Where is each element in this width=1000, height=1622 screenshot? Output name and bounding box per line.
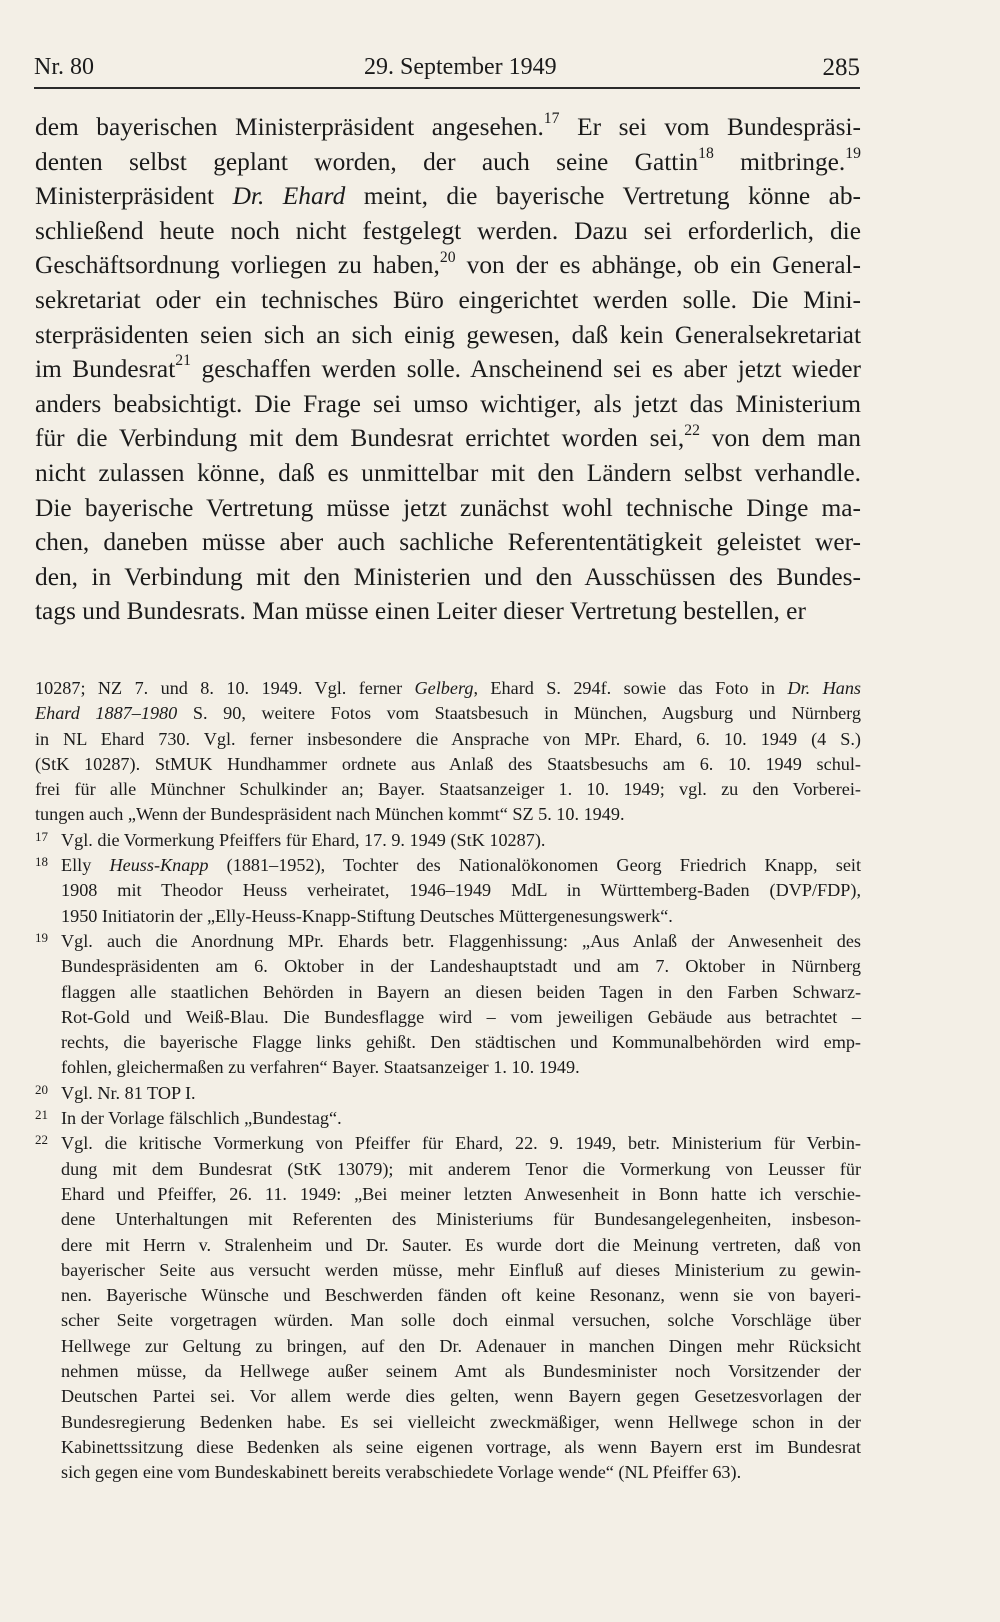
text-run: tungen auch „Wenn der Bundespräsident nach München kommt“ SZ 5. 10. 1949. <box>35 804 625 825</box>
text-line <box>35 421 861 456</box>
footnote <box>35 828 861 853</box>
text-run: im Bundesrat <box>35 355 176 384</box>
text-run: Vgl. die kritische Vormerkung von Pfeiffer für Ehard, 22. 9. 1949, betr. Ministerium für Verbin- <box>61 1133 861 1154</box>
italic-name: Gelberg <box>414 678 474 698</box>
text-line <box>35 491 861 526</box>
text-run: tags und Bundesrats. Man müsse einen Leiter dieser Vertretung bestellen, er <box>35 597 806 626</box>
footnote-line <box>61 1410 861 1435</box>
footnote-number <box>35 828 48 853</box>
footnote-line <box>61 1334 861 1359</box>
footnote-ref: 19 <box>845 144 861 162</box>
footnotes-section <box>35 676 861 1486</box>
text-run: 10287; NZ 7. und 8. 10. 1949. Vgl. ferner <box>35 678 415 698</box>
header-rule <box>34 87 860 89</box>
footnote-line <box>61 1460 861 1485</box>
footnote-line <box>61 1106 861 1131</box>
footnote <box>35 1131 861 1485</box>
footnote-line <box>61 1384 861 1409</box>
text-run: Die bayerische Vertretung müsse jetzt zunächst wohl technische Dinge ma- <box>35 493 861 522</box>
text-run: Bundesregierung Bedenken habe. Es sei vielleicht zweckmäßiger, wenn Hellwege schon in der <box>61 1411 861 1432</box>
footnote-line <box>61 1435 861 1460</box>
footnote-continuation-line <box>35 777 861 802</box>
footnote-ref: 17 <box>543 110 560 128</box>
page-header <box>34 46 860 86</box>
footnote-continuation-line <box>35 701 861 726</box>
text-line <box>35 456 861 491</box>
footnote-number <box>35 1131 48 1156</box>
text-line <box>35 110 861 145</box>
italic-name: Heuss-Knapp <box>109 855 209 876</box>
text-run: Ministerpräsident <box>35 182 233 211</box>
italic-name: Dr. Ehard <box>232 182 346 211</box>
footnote-ref: 18 <box>698 144 714 162</box>
footnote-line <box>61 1081 861 1106</box>
footnote-number-text: 19 <box>35 929 48 945</box>
footnote-continuation-line <box>35 752 861 777</box>
text-run: sekretariat oder ein technisches Büro eingerichtet werden solle. Die Mini- <box>35 285 861 314</box>
text-run: Vgl. die Vormerkung Pfeiffers für Ehard, 17. 9. 1949 (StK 10287). <box>61 829 546 850</box>
footnote-line <box>61 1308 861 1333</box>
italic-name: Dr. Hans <box>787 678 861 698</box>
footnote-number <box>35 853 48 878</box>
text-run: Vgl. auch die Anordnung MPr. Ehards betr. Flaggenhissung: „Aus Anlaß der Anwesenheit des <box>61 930 861 951</box>
footnote-number <box>35 929 48 954</box>
footnote-number-text: 21 <box>35 1107 48 1123</box>
italic-name: Ehard 1887–1980 <box>35 703 178 724</box>
text-run: denten selbst geplant worden, der auch seine Gattin <box>35 147 699 176</box>
text-run: Vgl. Nr. 81 TOP I. <box>61 1082 196 1103</box>
text-line <box>35 318 861 353</box>
text-run: mitbringe. <box>713 147 846 176</box>
text-run: rechts, die bayerische Flagge links gehißt. Den städtischen und Kommunalbehörden wird emp- <box>61 1032 861 1053</box>
footnote-line <box>61 1030 861 1055</box>
text-run: frei für alle Münchner Schulkinder an; Bayer. Staatsanzeiger 1. 10. 1949; vgl. zu den Vorberei- <box>35 779 861 800</box>
page-number: 285 <box>822 54 860 81</box>
text-run: Hellwege zur Geltung zu bringen, auf den Dr. Adenauer in manchen Dingen mehr Rücksicht <box>61 1335 861 1356</box>
text-run: nicht zulassen könne, daß es unmittelbar mit den Ländern selbst verhandle. <box>35 458 861 487</box>
footnote-continuation-line <box>35 802 861 827</box>
text-run: nen. Bayerische Wünsche und Beschwerden fänden oft keine Resonanz, wenn sie von bayeri- <box>61 1285 861 1306</box>
text-run: von der es abhänge, ob ein General- <box>455 251 861 280</box>
footnote <box>35 1106 861 1131</box>
footnote-continuation-line <box>35 727 861 752</box>
footnote-line <box>61 1131 861 1156</box>
text-run: (1881–1952), Tochter des Nationalökonomen Georg Friedrich Knapp, seit <box>208 855 861 876</box>
text-run: dere mit Herrn v. Stralenheim und Dr. Sauter. Es wurde dort die Meinung vertreten, daß von <box>61 1234 861 1255</box>
footnote-ref: 22 <box>684 421 700 439</box>
document-number: Nr. 80 <box>34 54 94 80</box>
footnote-ref: 21 <box>175 352 191 370</box>
text-run: flaggen alle staatlichen Behörden in Bayern an diesen beiden Tagen in den Farben Schwarz- <box>61 981 861 1002</box>
footnote-line <box>61 1359 861 1384</box>
text-line <box>35 179 861 214</box>
text-run: Bundespräsidenten am 6. Oktober in der Landeshauptstadt und am 7. Oktober in Nürnberg <box>61 956 861 977</box>
footnote-line <box>61 878 861 903</box>
text-line <box>35 525 861 560</box>
text-line <box>35 145 861 180</box>
footnote-line <box>61 1005 861 1030</box>
text-line <box>35 594 861 629</box>
footnote-number-text: 18 <box>35 854 48 870</box>
footnote <box>35 1081 861 1106</box>
text-run: dene Unterhaltungen mit Referenten des Ministeriums für Bundesangelegenheiten, insbeson- <box>61 1209 861 1230</box>
footnote-line <box>61 1157 861 1182</box>
main-text <box>35 110 861 629</box>
footnote-line <box>61 1258 861 1283</box>
footnote-line <box>61 1182 861 1207</box>
footnote-number-text: 22 <box>35 1132 48 1148</box>
header-date: 29. September 1949 <box>364 54 557 80</box>
text-run: in NL Ehard 730. Vgl. ferner insbesondere die Ansprache von MPr. Ehard, 6. 10. 1949 (4 S.) <box>35 728 861 749</box>
text-run: sich gegen eine vom Bundeskabinett bereits verabschiedete Vorlage wende“ (NL Pfeiffer 63). <box>61 1462 742 1483</box>
text-run: Kabinettssitzung diese Bedenken als seine eigenen vortrage, als wenn Bayern erst im Bundesrat <box>61 1436 861 1457</box>
footnote-number <box>35 1106 48 1131</box>
footnote-line <box>61 1283 861 1308</box>
text-run: schließend heute noch nicht festgelegt werden. Dazu sei erforderlich, die <box>35 216 861 245</box>
text-run: 1908 mit Theodor Heuss verheiratet, 1946–1949 MdL in Württemberg-Baden (DVP/FDP), <box>61 880 861 901</box>
footnote-line <box>61 954 861 979</box>
footnote-line <box>61 929 861 954</box>
text-run: nehmen müsse, da Hellwege außer seinem Amt als Bundesminister noch Vorsitzender der <box>61 1361 861 1382</box>
footnote-line <box>61 904 861 929</box>
footnote-line <box>61 1207 861 1232</box>
text-run: bayerischer Seite aus versucht werden müsse, mehr Einfluß auf dieses Ministerium zu gewin- <box>61 1259 861 1280</box>
text-run: sterpräsidenten seien sich an sich einig gewesen, daß kein Generalsekretariat <box>35 320 861 349</box>
text-line <box>35 283 861 318</box>
text-run: S. 90, weitere Fotos vom Staatsbesuch in München, Augsburg und Nürnberg <box>177 703 861 724</box>
text-run: dem bayerischen Ministerpräsident angesehen. <box>35 113 544 141</box>
footnote <box>35 929 861 1081</box>
text-line <box>35 352 861 387</box>
text-run: Rot-Gold und Weiß-Blau. Die Bundesflagge wird – vom jeweiligen Gebäude aus betrachtet – <box>61 1006 861 1027</box>
footnote-number <box>35 1081 48 1106</box>
text-run: (StK 10287). StMUK Hundhammer ordnete aus Anlaß des Staatsbesuchs am 6. 10. 1949 schul- <box>35 753 861 774</box>
footnote-line <box>61 828 861 853</box>
text-run: scher Seite vorgetragen würden. Man solle doch einmal versuchen, solche Vorschläge über <box>61 1310 861 1331</box>
text-line <box>35 248 861 283</box>
text-run: geschaffen werden solle. Anscheinend sei es aber jetzt wieder <box>191 355 861 384</box>
text-run: Elly <box>61 855 110 876</box>
text-run: 1950 Initiatorin der „Elly-Heuss-Knapp-Stiftung Deutsches Müttergenesungswerk“. <box>61 905 673 926</box>
text-line <box>35 560 861 595</box>
footnote-line <box>61 1055 861 1080</box>
text-line <box>35 387 861 422</box>
text-run: Deutschen Partei sei. Vor allem werde dies gelten, wenn Bayern gegen Gesetzesvorlagen der <box>61 1386 861 1407</box>
text-run: von dem man <box>699 424 861 453</box>
text-run: Er sei vom Bundespräsi- <box>559 113 861 141</box>
footnote-ref: 20 <box>439 248 456 266</box>
footnote-number-text: 17 <box>35 828 48 844</box>
text-run: Geschäftsordnung vorliegen zu haben, <box>35 251 440 280</box>
text-run: meint, die bayerische Vertretung könne ab- <box>345 182 861 211</box>
text-run: den, in Verbindung mit den Ministerien und den Ausschüssen des Bundes- <box>35 562 861 591</box>
footnote-number-text: 20 <box>35 1081 48 1097</box>
text-run: Ehard und Pfeiffer, 26. 11. 1949: „Bei meiner letzten Anwesenheit in Bonn hatte ich verschie- <box>61 1183 861 1204</box>
text-run: fohlen, gleichermaßen zu verfahren“ Bayer. Staatsanzeiger 1. 10. 1949. <box>61 1057 580 1078</box>
text-run: chen, daneben müsse aber auch sachliche Referententätigkeit geleistet wer- <box>35 528 861 557</box>
footnote-line <box>61 980 861 1005</box>
text-run: In der Vorlage fälschlich „Bundestag“. <box>61 1108 342 1129</box>
footnote-line <box>61 853 861 878</box>
footnote-continuation-line <box>35 676 861 701</box>
footnote-line <box>61 1233 861 1258</box>
text-line <box>35 214 861 249</box>
text-run: dung mit dem Bundesrat (StK 13079); mit anderem Tenor die Vormerkung von Leusser für <box>61 1158 861 1179</box>
text-run: für die Verbindung mit dem Bundesrat errichtet worden sei, <box>35 424 685 453</box>
text-run: anders beabsichtigt. Die Frage sei umso wichtiger, als jetzt das Ministerium <box>35 389 861 418</box>
text-run: , Ehard S. 294f. sowie das Foto in <box>473 678 788 698</box>
footnote <box>35 853 861 929</box>
